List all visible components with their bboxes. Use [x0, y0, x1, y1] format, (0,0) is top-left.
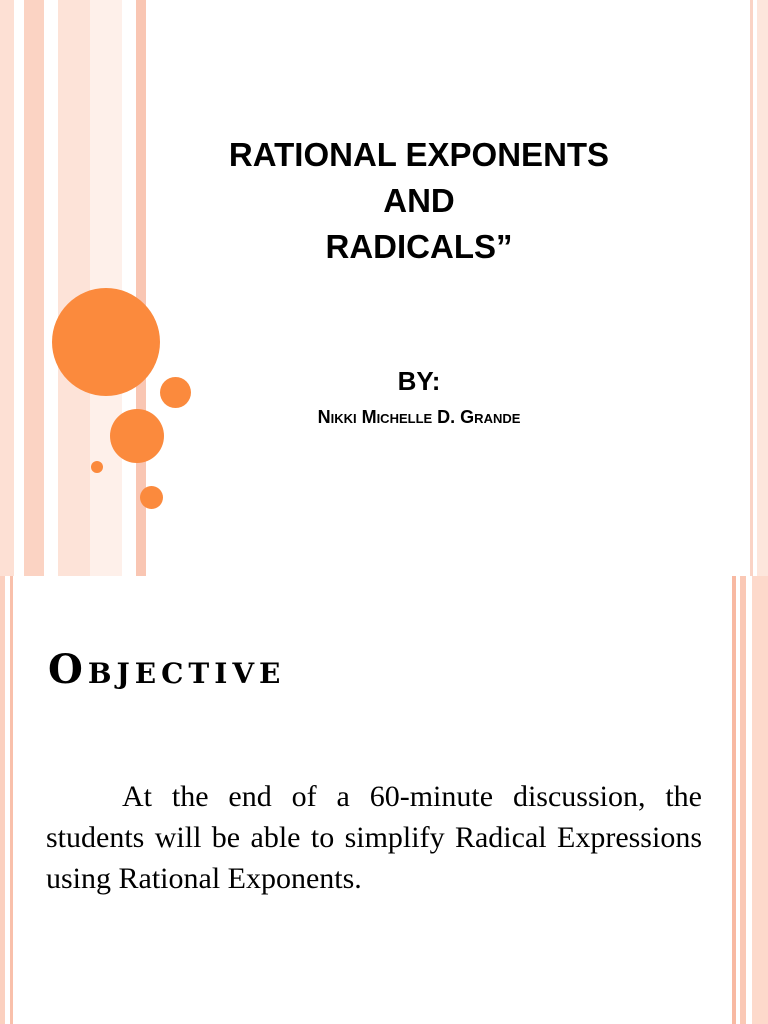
title-line: RADICALS”: [325, 228, 513, 265]
tiny-orange-circle: [91, 461, 103, 473]
small-orange-circle: [140, 486, 163, 509]
right-decorative-stripes: [732, 576, 768, 1024]
author-name: Nikki Michelle D. Grande: [317, 407, 521, 427]
medium-orange-circle: [110, 409, 164, 463]
title-line: AND: [383, 182, 455, 219]
title-line: RATIONAL EXPONENTS: [228, 136, 610, 173]
right-decorative-stripe: [757, 0, 768, 576]
right-decorative-stripe: [750, 0, 753, 576]
left-decorative-stripes: [0, 0, 148, 576]
slide-title: [160, 132, 678, 270]
left-decorative-stripe: [0, 576, 5, 1024]
by-label: BY:: [397, 366, 441, 396]
objective-text: At the end of a 60-minute discussion, the students will be able to simplify Radical Expressions using Rational Exponents.: [46, 780, 702, 895]
left-decorative-stripe: [10, 576, 13, 1024]
slide-heading: Objective: [48, 646, 286, 693]
objective-slide: [0, 576, 768, 1024]
large-orange-circle: [52, 288, 160, 396]
